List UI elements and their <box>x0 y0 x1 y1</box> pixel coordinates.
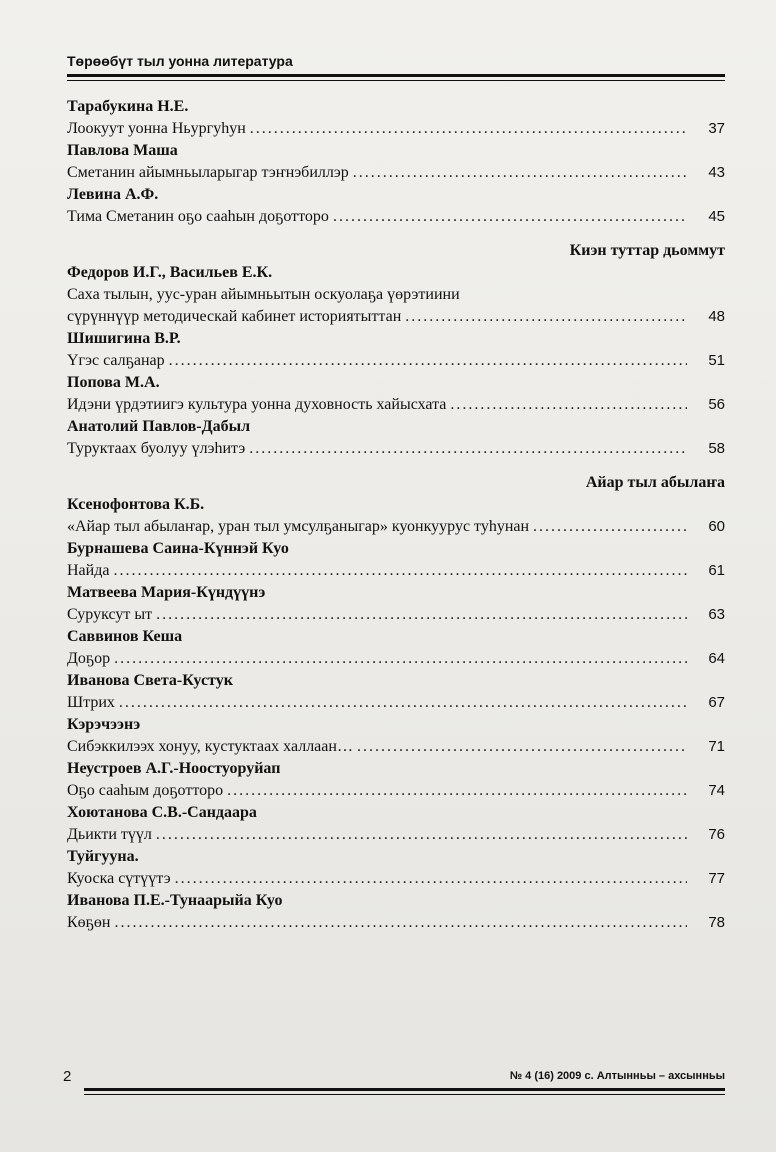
toc-entry <box>67 162 725 184</box>
footer-rule-thin <box>84 1094 725 1095</box>
toc-entry <box>67 736 725 758</box>
toc-entry <box>67 692 725 714</box>
toc-entry-title: Сметанин айымньыларыгар тэҥнэбиллэр <box>67 164 349 181</box>
toc-page-number: 56 <box>708 396 725 413</box>
footer-rule <box>84 1088 725 1091</box>
toc-entry <box>67 350 725 372</box>
toc-author: Туйгууна. <box>67 848 139 865</box>
toc-entry <box>67 516 725 538</box>
toc-page-number: 51 <box>708 352 725 369</box>
toc-author: Попова М.А. <box>67 374 160 391</box>
toc-page-number: 60 <box>708 518 725 535</box>
toc-entry-title: Оҕо сааһым доҕотторо <box>67 782 224 799</box>
toc-entry <box>67 648 725 670</box>
toc-entry <box>67 118 725 140</box>
dot-leader <box>250 118 687 140</box>
toc-author: Левина А.Ф. <box>67 186 159 203</box>
toc-entry-title-line: Саха тылын, уус-уран айымньытын оскуолаҕа үөрэтиини <box>67 286 460 303</box>
toc-entry-title: «Айар тыл абылаҥар, уран тыл умсулҕаныгар» куонкуурус туһунан <box>67 518 530 535</box>
toc-author: Хоютанова С.В.-Сандаара <box>67 804 257 821</box>
toc-page-number: 58 <box>708 440 725 457</box>
dot-leader <box>175 868 687 890</box>
toc-entry <box>67 206 725 228</box>
toc-page-number: 71 <box>708 738 725 755</box>
toc-author: Саввинов Кеша <box>67 628 183 645</box>
toc-entry <box>67 284 725 328</box>
header-rule-thin <box>67 80 725 81</box>
toc-entry-title: Тима Сметанин оҕо сааһын доҕотторо <box>67 208 329 225</box>
dot-leader <box>533 516 687 538</box>
toc-entry-title: Көҕөн <box>67 914 111 931</box>
toc-entry <box>67 868 725 890</box>
dot-leader <box>119 692 687 714</box>
toc-page-number: 64 <box>708 650 725 667</box>
toc-page-number: 61 <box>708 562 725 579</box>
toc-entry-title: Идэни үрдэтиигэ культура уонна духовность хайысхата <box>67 396 447 413</box>
toc-entry <box>67 824 725 846</box>
header-rule <box>67 74 725 77</box>
dot-leader <box>156 824 687 846</box>
dot-leader <box>113 560 687 582</box>
toc-page-number: 78 <box>708 914 725 931</box>
toc-author: Шишигина В.Р. <box>67 330 181 347</box>
toc-author: Неустроев А.Г.-Ноостуоруйап <box>67 760 281 777</box>
toc-author: Федоров И.Г., Васильев Е.К. <box>67 264 273 281</box>
toc-entry-title: Доҕор <box>67 650 111 667</box>
toc-author: Кэрэчээнэ <box>67 716 141 733</box>
dot-leader <box>450 394 687 416</box>
toc-author: Иванова Света-Кустук <box>67 672 233 689</box>
dot-leader <box>169 350 687 372</box>
toc-entry <box>67 912 725 934</box>
toc-page-number: 67 <box>708 694 725 711</box>
toc-page-number: 74 <box>708 782 725 799</box>
toc-entry-title: Туруктаах буолуу үлэһитэ <box>67 440 246 457</box>
dot-leader <box>333 206 687 228</box>
toc-author: Павлова Маша <box>67 142 178 159</box>
toc-page-number: 77 <box>708 870 725 887</box>
toc-entry-title: Үгэс салҕанар <box>67 352 165 369</box>
toc-entry-title: Куоска сүтүүтэ <box>67 870 171 887</box>
toc-entry-title: Дьикти түүл <box>67 826 152 843</box>
dot-leader <box>353 162 687 184</box>
toc-author: Иванова П.Е.-Тунаарыйа Куо <box>67 892 283 909</box>
toc-author: Бурнашева Саина-Күннэй Куо <box>67 540 289 557</box>
running-header: Төрөөбүт тыл уонна литература <box>67 53 293 69</box>
toc-author: Тарабукина Н.Е. <box>67 98 189 115</box>
toc-entry-title: сүрүннүүр методическай кабинет историятыттан <box>67 308 402 325</box>
toc-entry <box>67 394 725 416</box>
dot-leader <box>114 912 687 934</box>
toc-entry <box>67 560 725 582</box>
dot-leader <box>156 604 687 626</box>
dot-leader <box>114 648 687 670</box>
toc-page-number: 43 <box>708 164 725 181</box>
toc-page-number: 76 <box>708 826 725 843</box>
toc-entry <box>67 438 725 460</box>
toc-page-number: 37 <box>708 120 725 137</box>
toc-author: Ксенофонтова К.Б. <box>67 496 205 513</box>
toc-entry-title: Штрих <box>67 694 115 711</box>
dot-leader <box>249 438 687 460</box>
toc-entry <box>67 604 725 626</box>
toc-entry-title: Лоокуут уонна Ньургуһун <box>67 120 246 137</box>
page-number: 2 <box>63 1068 72 1085</box>
toc-author: Анатолий Павлов-Дабыл <box>67 418 251 435</box>
toc-section-heading: Айар тыл абылаҥа <box>585 474 725 491</box>
footer-issue-title: № 4 (16) 2009 с. Алтынньы – ахсынньы <box>509 1070 725 1082</box>
toc-page-number: 63 <box>708 606 725 623</box>
toc-page-number: 45 <box>708 208 725 225</box>
toc-entry-title: Найда <box>67 562 110 579</box>
toc-author: Матвеева Мария-Күндүүнэ <box>67 584 266 601</box>
toc-entry-title: Суруксут ыт <box>67 606 153 623</box>
dot-leader <box>357 736 687 758</box>
toc-entry <box>67 780 725 802</box>
dot-leader <box>227 780 687 802</box>
toc-section-heading: Киэн туттар дьоммут <box>569 242 725 259</box>
table-of-contents <box>67 96 725 934</box>
toc-page-number: 48 <box>708 308 725 325</box>
toc-entry-title: Сибэккилээх хонуу, кустуктаах халлаан… <box>67 738 353 755</box>
dot-leader <box>405 306 687 328</box>
